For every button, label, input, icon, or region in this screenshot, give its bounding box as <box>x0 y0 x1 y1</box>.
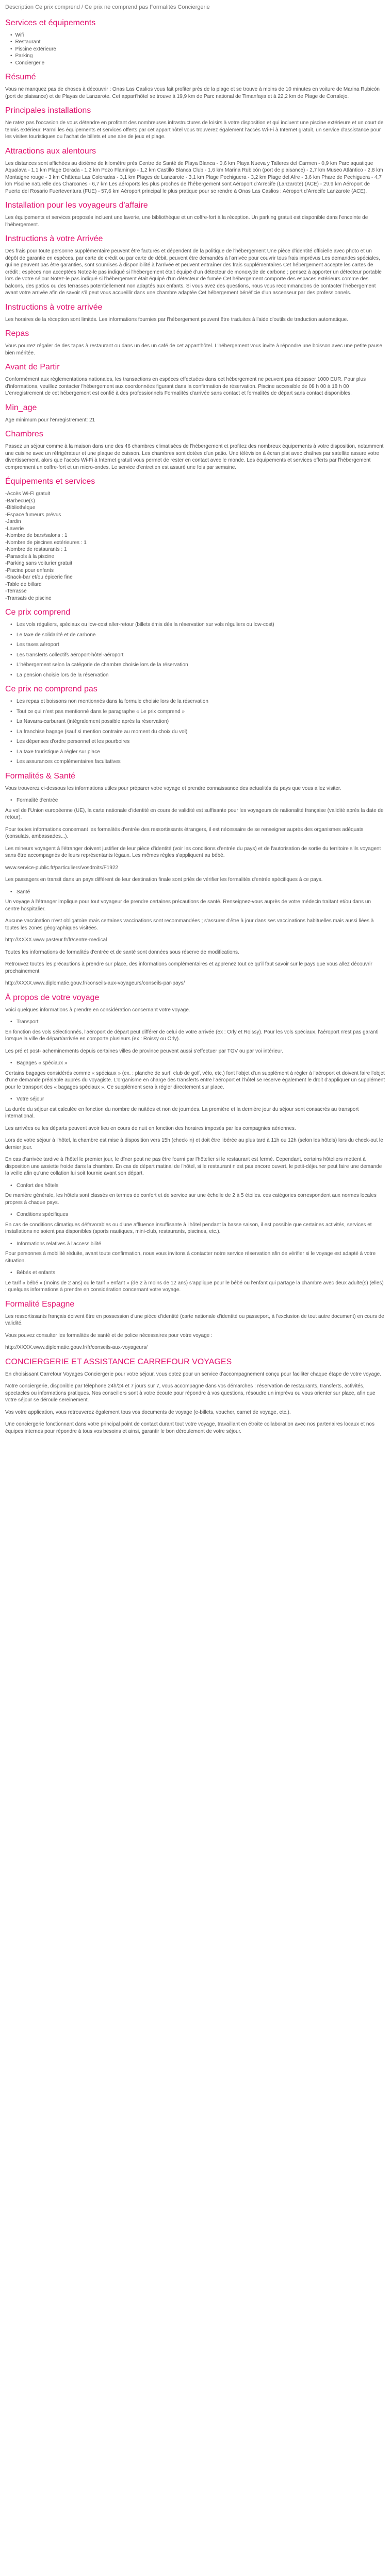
list-item: • Wifi <box>10 32 386 39</box>
formalites-p6: Aucune vaccination n'est obligatoire mais certaines vaccinations sont recommandées ; s'assurer d'être à jour dans ses vaccinations habituelles mais aussi liées à toutes les zones géographiques visitées. <box>5 918 374 931</box>
equipements-title: Équipements et services <box>5 477 95 486</box>
sejour-p2: Les arrivées ou les départs peuvent avoir lieu en cours de nuit en fonction des horaires imposés par les compagnies aériennes. <box>5 1125 296 1131</box>
chambres-title: Chambres <box>5 430 43 438</box>
bagages-heading: • Bagages « spéciaux » <box>17 1060 386 1067</box>
bebes-text: Le tarif « bébé » (moins de 2 ans) ou le tarif « enfant » (de 2 à moins de 12 ans) s'applique pour le bébé ou l'enfant qui partage la chambre avec deux adulte(s) (elles) : quelques informations à prendre en considération concernant votre voyage. <box>5 1280 384 1293</box>
list-item: -Nombre de restaurants : 1 <box>5 547 67 552</box>
prix-ne-comprend-list <box>5 698 386 766</box>
list-item: • Piscine extérieure <box>10 46 386 53</box>
transport-p2: Les pré et post- acheminements depuis certaines villes de province peuvent aussi s'effectuer par TGV ou par voi intérieur. <box>5 1048 284 1054</box>
formalites-intro: Vous trouverez ci-dessous les informations utiles pour préparer votre voyage et prendre connaissance des actualités du pays que vous allez visiter. <box>5 785 341 791</box>
resume-title: Résumé <box>5 73 36 81</box>
list-item: -Barbecue(s) <box>5 498 35 504</box>
sejour-p3: Lors de votre séjour à l'hôtel, la chambre est mise à disposition vers 15h (check-in) et doit être libérée au plus tard à 11h ou 12h (selon les hôtels) lors du check-out le dernier jour. <box>5 1138 383 1150</box>
services-title: Services et équipements <box>5 18 96 27</box>
arrivee-text: Des frais pour toute personne supplémentaire peuvent être facturés et dépendent de la politique de l'hébergement Une pièce d'identité officielle avec photo et un dépôt de garantie en espèces, par carte de crédit ou par carte de débit, peuvent être demandés à l'arrivée pour couvrir tous frais imprévus Les demandes spéciales, qui ne peuvent pas être garanties, sont soumises à disponibilité à l'arrivée et peuvent entraîner des frais supplémentaires Cet hébergement accepte les cartes de crédit ; espèces non acceptées Notez-le pas indiqué si l'hébergement était équipé d'un détecteur de monoxyde de carbone ; pensez à apporter un détecteur portable lors de votre séjour Notez-le pas indiqué si l'hébergement était équipé d'un détecteur de fumée Cet hébergement comporte des espaces extérieurs comme des balcons, des patios ou des terrasses potentiellement non adaptés aux enfants. Si vous avez des questions, nous vous recommandons de contacter l'hébergement avant votre arrivée afin de savoir s'il peut vous accueillir dans une chambre adaptée Cet hébergement bénéficie d'un ascenseur par des professionnels. <box>5 248 382 296</box>
accessibilite-bullet <box>5 1241 386 1248</box>
conciergerie-p2: Notre conciergerie, disponible par téléphone 24h/24 et 7 jours sur 7, vous accompagne dans vos démarches : réservation de restaurants, transferts, activités, spectacles ou informations pratiques. Nos conseillers sont à votre écoute pour répondre à vos questions, résoudre un imprévu ou vous orienter sur place, afin que votre séjour se déroule sereinement. <box>5 1383 376 1403</box>
confort-bullet <box>5 1182 386 1190</box>
min-age-title: Min_age <box>5 403 37 412</box>
formalite-entree-heading: • Formalité d'entrée <box>17 797 386 804</box>
attractions-text: Les distances sont affichées au dixième de kilomètre près Centre de Santé de Playa Blanca - 0,6 km Playa Nueva y Talleres del Carmen - 0,9 km Parc aquatique Aqualava - 1,1 km Plage Dorada - 1,2 km Pozo Flamingo - 1,2 km Castillo Blanca Club - 1,6 km Marina Rubicón (port de plaisance) - 2,7 km Museo Atlántico - 2,8 km Montaigne rouge - 3 km Château Las Coloradas - 3,1 km Plages de Lanzarote - 3,1 km Plage Pechiguera - 3,2 km Plage del Afre - 3,6 km Phare de Pechiguera - 4,7 km Piscine naturelle des Charcones - 6,7 km Les aéroports les plus proches de l'hébergement sont Aéroport d'Arrecife (Lanzarote) (ACE) - 29,9 km Aéroport de Puerto del Rosario Fuerteventura (FUE) - 57,6 km Aéroport principal le plus pratique pour se rendre à Onas Las Caslios : Aéroport d'Arrecife Lanzarote (ACE). <box>5 160 383 194</box>
list-item: • Les taxes aéroport <box>17 641 386 649</box>
list-item: • Les dépenses d'ordre personnel et les pourboires <box>17 738 386 745</box>
bagages-text: Certains bagages considérés comme « spéciaux » (ex. : planche de surf, club de golf, vélo, etc.) font l'objet d'un supplément à régler à l'aéroport et doivent faire l'objet d'une demande préalable auprès du voyagiste. L'organisme en charge des transferts entre l'aéroport et l'hôtel se réserve également le droit d'appliquer un supplément pour le transport des « bagages spéciaux ». Ce supplément sera à régler directement sur place. <box>5 1070 385 1090</box>
list-item: • La franchise bagage (sauf si mention contraire au moment du choix du vol) <box>17 728 386 736</box>
conditions-heading: • Conditions spécifiques <box>17 1211 386 1218</box>
formalites-p1: Au vol de l'Union européenne (UE), la carte nationale d'identité en cours de validité est suffisante pour les voyageurs de nationalité française (validité après la date de retour). <box>5 807 384 820</box>
bagages-bullet <box>5 1060 386 1067</box>
principales-text: Ne ratez pas l'occasion de vous détendre en profitant des nombreuses infrastructures de loisirs à votre disposition et qui incluent une piscine extérieure et un court de tennis extérieur. Parmi les équipements et services offerts par cet appart'hôtel vous trouverez également l'accès Wi-Fi à Internet gratuit, un service d'assistance pour les visites touristiques ou l'achat de billets et une aire de jeux et plage. <box>5 120 384 140</box>
list-item: • La pension choisie lors de la réservation <box>17 672 386 679</box>
list-item: • Le taxe de solidarité et de carbone <box>17 632 386 639</box>
pasteur-link[interactable]: http://XXXX.www.pasteur.fr/fr/centre-medical <box>5 937 107 943</box>
resume-text: Vous ne manquez pas de choses à découvrir : Onas Las Caslios vous fait profiter près de la plage et se trouve à moins de 10 minutes en voiture de Marina Rubicón (port de plaisance) et de Playas de Lanzarote. Cet appart'hôtel se trouve à 19,9 km de Parc national de Timanfaya et à 22,2 km de Plage de Corralejo. <box>5 87 380 99</box>
confort-text: De manière générale, les hôtels sont classés en termes de confort et de service sur une échelle de 2 à 5 étoiles. ces catégories correspondent aux normes locales propres à chaque pays. <box>5 1193 377 1206</box>
list-item: • La taxe touristique à régler sur place <box>17 749 386 756</box>
transport-heading: • Transport <box>17 1019 386 1026</box>
list-item: • Les assurances complémentaires facultatives <box>17 758 386 766</box>
formalites-p3: Les mineurs voyagent à l'étranger doivent justifier de leur pièce d'identité (voir les conditions d'entrée du pays) et de l'autorisation de sortie du territoire s'ils voyagent sans être accompagnés de leurs représentants légaux. Les mêmes règles s'appliquent au bébé. <box>5 845 381 858</box>
breadcrumb: Description Ce prix comprend / Ce prix ne comprend pas Formalités Conciergerie <box>5 4 210 10</box>
diplomatie-link[interactable]: http://XXXX.www.diplomatie.gouv.fr/conseils-aux-voyageurs/conseils-par-pays/ <box>5 980 185 986</box>
list-item: -Snack-bar et/ou épicerie fine <box>5 574 73 580</box>
list-item: • Les transferts collectifs aéroport-hôtel-aéroport <box>17 652 386 659</box>
conditions-text: En cas de conditions climatiques défavorables ou d'une affluence insuffisante à l'hôtel pendant la basse saison, il est possible que certaines activités, services et installations ne soient pas disponibles (sports nautiques, mini-club, restaurants, piscines, etc.). <box>5 1222 372 1234</box>
sejour-bullet <box>5 1096 386 1103</box>
arrivee-title: Instructions à votre Arrivée <box>5 234 103 243</box>
repas-text: Vous pourrez régaler de des tapas à restaurant ou dans un des un café de cet appart'hôtel. L'hébergement vous invite à répondre une boisson avec une petite pause bien méritée. <box>5 343 382 356</box>
list-item: • Les vols réguliers, spéciaux ou low-cost aller-retour (billets émis dès la réservation sur vols réguliers ou low-cost) <box>17 621 386 629</box>
bebes-heading: • Bébés et enfants <box>17 1269 386 1277</box>
sante-heading: • Santé <box>17 889 386 896</box>
list-item: -Table de billard <box>5 581 42 587</box>
attractions-title: Attractions aux alentours <box>5 146 96 156</box>
list-item: -Nombre de bars/salons : 1 <box>5 533 68 538</box>
sejour-p4: En cas d'arrivée tardive à l'hôtel le premier jour, le dîner peut ne pas être fourni par l'hôtelier si le restaurant est fermé. Cependant, certains hôteliers mettent à disposition une assiette froide dans la chambre. En cas de départ matinal de l'hôtel, si le restaurant n'est pas encore ouvert, le petit-déjeuner peut faire une demande la veille afin qu'une collation lui soit fournie avant son départ. <box>5 1157 382 1176</box>
list-item: • Parking <box>10 53 386 60</box>
chambres-text: Passez un séjour comme à la maison dans une des 46 chambres climatisées de l'hébergement et profitez des nombreux équipements à votre disposition, notamment une cuisine avec un réfrigérateur et une plaque de cuisson. Les chambres sont dotées d'un patio. Une télévision à écran plat avec chaînes par satellite assure votre divertissement, alors que l'accès Wi-Fi à Internet gratuit vous permet de rester en contact avec le monde. Les équipements et services offerts par l'hébergement comprennent un coffre-fort et un micro-ondes. Le service d'entretien est assuré une fois par semaine. <box>5 444 384 470</box>
conciergerie-p4: Une conciergerie fonctionnant dans votre principal point de contact durant tout votre voyage, travaillant en étroite collaboration avec nos partenaires locaux et nos équipes internes pour répondre à tous vos besoins et ainsi, garantir le bon déroulement de votre séjour. <box>5 1421 374 1434</box>
repas-title: Repas <box>5 329 29 338</box>
espagne-p2: Vous pouvez consulter les formalités de santé et de police nécessaires pour votre voyage : <box>5 1332 213 1338</box>
prix-comprend-title: Ce prix comprend <box>5 608 71 617</box>
transport-bullet <box>5 1019 386 1026</box>
list-item: -Espace fumeurs prévus <box>5 512 61 518</box>
list-item: • L'hébergement selon la catégorie de chambre choisie lors de la réservation <box>17 662 386 669</box>
sante-bullet-list <box>5 889 386 896</box>
formalites-p5: Un voyage à l'étranger implique pour tout voyageur de prendre certaines précautions de santé. Renseignez-vous auprès de votre médecin traitant et/ou dans un centre hospitalier. <box>5 899 371 912</box>
arrivee2-title: Instructions à votre arrivée <box>5 302 103 312</box>
list-item: -Jardin <box>5 519 21 524</box>
formalites-title: Formalités & Santé <box>5 771 76 781</box>
conciergerie-title: CONCIERGERIE ET ASSISTANCE CARREFOUR VOYAGES <box>5 1357 232 1366</box>
conciergerie-p3: Vos votre application, vous retrouverez également tous vos documents de voyage (e-billets, voucher, carnet de voyage, etc.). <box>5 1409 291 1415</box>
formalites-p4: Les passagers en transit dans un pays différent de leur destination finale sont priés de vérifier les formalités d'entrée spécifiques à ce pays. <box>5 877 323 883</box>
apropos-intro: Voici quelques informations à prendre en considération concernant votre voyage. <box>5 1007 190 1013</box>
list-item: • Conciergerie <box>10 60 386 67</box>
confort-heading: • Confort des hôtels <box>17 1182 386 1190</box>
list-item: -Parking sans voiturier gratuit <box>5 561 73 566</box>
sejour-p1: La durée du séjour est calculée en fonction du nombre de nuitées et non de journées. La première et la dernière jour du séjour sont consacrés au transport international. <box>5 1106 359 1119</box>
formalites-p2: Pour toutes informations concernant les formalités d'entrée des ressortissants étrangers, il est nécessaire de se renseigner auprès des organismes adéquats (consulats, ambassades...). <box>5 826 364 839</box>
prix-ne-comprend-title: Ce prix ne comprend pas <box>5 685 97 693</box>
principales-title: Principales installations <box>5 106 91 115</box>
service-public-link[interactable]: www.service-public.fr/particuliers/vosdroits/F1922 <box>5 865 118 871</box>
list-item: -Accès Wi-Fi gratuit <box>5 491 51 497</box>
installation-text: Les équipements et services proposés incluent une laverie, une bibliothèque et un coffre-fort à la réception. Un parking gratuit est disponible dans l'enceinte de l'hébergement. <box>5 215 368 228</box>
list-item: • La Navarra-carburant (intégralement possible après la réservation) <box>17 718 386 725</box>
formalites-p7: Toutes les informations de formalités d'entrée et de santé sont données sous réserve de modifications. <box>5 949 239 955</box>
apropos-title: À propos de votre voyage <box>5 993 100 1002</box>
list-item: -Transats de piscine <box>5 595 52 601</box>
list-item: • Tout ce qui n'est pas mentionné dans le paragraphe « Le prix comprend » <box>17 708 386 716</box>
transport-p1: En fonction des vols sélectionnés, l'aéroport de départ peut différer de celui de votre arrivée (ex : Orly et Roissy). Pour les vols spéciaux, l'aéroport n'est pas garanti lorsque la ville de départ/arrivée en comporte plusieurs (ex : Roissy ou Orly). <box>5 1029 379 1042</box>
installation-title: Installation pour les voyageurs d'affaire <box>5 201 148 210</box>
avant-partir-text: Conformément aux réglementations nationales, les transactions en espèces effectuées dans cet hébergement ne peuvent pas dépasser 1000 EUR. Pour plus d'informations, veuillez contacter l'hébergement aux coordonnées figurant dans la confirmation de réservation. Piscine accessible de 08 h 00 à 18 h 00 L'enregistrement de cet hébergement est confié à des professionnels Formalités d'arrivée sans contact et formalités de départ sans contact disponibles. <box>5 377 366 396</box>
formalites-bullet-list <box>5 797 386 804</box>
espagne-p1: Les ressortissants français doivent être en possession d'une pièce d'identité (carte nationale d'identité ou passeport, à l'exclusion de tout autre document) en cours de validité. <box>5 1313 384 1326</box>
list-item: • Les repas et boissons non mentionnés dans la formule choisie lors de la réservation <box>17 698 386 705</box>
accessibilite-text: Pour personnes à mobilité réduite, avant toute confirmation, nous vous invitons à contacter notre service réservation afin de vérifier si le voyage est adapté à votre situation. <box>5 1251 376 1264</box>
min-age-text: Age minimum pour l'enregistrement: 21 <box>5 417 95 423</box>
espagne-link[interactable]: http://XXXX.www.diplomatie.gouv.fr/fr/conseils-aux-voyageurs/ <box>5 1345 148 1350</box>
avant-partir-title: Avant de Partir <box>5 363 60 371</box>
formalites-p8: Retrouvez toutes les précautions à prendre sur place, des informations complémentaires et apprenez tout ce qu'il faut savoir sur le pays que vous allez découvrir prochainement. <box>5 961 372 974</box>
bebes-bullet <box>5 1269 386 1277</box>
sejour-heading: • Votre séjour <box>17 1096 386 1103</box>
list-item: -Laverie <box>5 526 24 532</box>
equipements-list <box>5 490 386 602</box>
list-item: -Terrasse <box>5 588 27 594</box>
list-item: -Parasols à la piscine <box>5 553 55 560</box>
accessibilite-heading: • Informations relatives à l'accessibilité <box>17 1241 386 1248</box>
espagne-title: Formalité Espagne <box>5 1299 75 1309</box>
list-item: • Restaurant <box>10 39 386 46</box>
conditions-bullet <box>5 1211 386 1218</box>
prix-comprend-list <box>5 621 386 679</box>
conciergerie-p1: En choisissant Carrefour Voyages Conciergerie pour votre séjour, vous optez pour un service d'accompagnement conçu pour faciliter chaque étape de votre voyage. <box>5 1371 381 1377</box>
arrivee2-text: Les horaires de la réception sont limités. Les informations fournies par l'hébergement peuvent être traduites à l'aide d'outils de traduction automatique. <box>5 316 348 323</box>
services-list <box>5 32 386 67</box>
list-item: -Bibliothèque <box>5 505 36 511</box>
list-item: -Piscine pour enfants <box>5 567 54 573</box>
list-item: -Nombre de piscines extérieures : 1 <box>5 539 87 546</box>
